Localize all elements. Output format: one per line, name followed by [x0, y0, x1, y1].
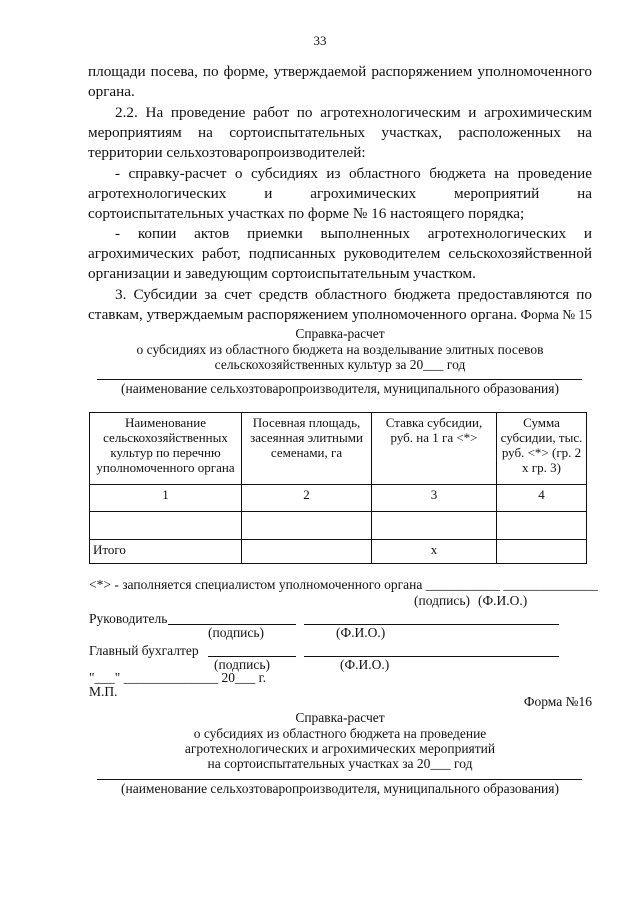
table-number-row [90, 485, 587, 512]
form15-footnote-fio-caption: (Ф.И.О.) [478, 593, 528, 608]
form15-footnote: <*> - заполняется специалистом уполномоченного органа ___________ ______________ [89, 577, 598, 592]
form16-org-line [97, 779, 582, 780]
table-cell: 4 [497, 485, 587, 512]
table-row [90, 512, 587, 540]
form15-label: Форма № 15 [520, 307, 592, 322]
page-number: 33 [313, 33, 327, 48]
table-cell: 1 [90, 485, 242, 512]
form16-subtitle-1: о субсидиях из областного бюджета на проведение [193, 726, 487, 741]
paragraph-acts-copies: - копии актов приемки выполненных агротехнологических и агрохимических работ, подписанных руководителем сельскохозяйственной организации и заведующим сортоиспытательным участком. [88, 225, 592, 283]
paragraph-continuation: площади посева, по форме, утверждаемой распоряжением уполномоченного органа. [88, 63, 592, 101]
head-label: Руководитель [89, 611, 168, 626]
table-cell: х [372, 540, 497, 564]
form16-subtitle-2: агротехнологических и агрохимических мероприятий [184, 741, 496, 756]
table-header-cell: Сумма субсидии, тыс. руб. <*> (гр. 2 х гр. 3) [497, 413, 587, 485]
table-cell [497, 540, 587, 564]
form16-org-caption: (наименование сельхозтоваропроизводителя, муниципального образования) [120, 781, 559, 796]
form15-footnote-sign-caption: (подпись) [414, 593, 471, 608]
form16-subtitle-3: на сортоиспытательных участках за 20___ год [207, 756, 473, 771]
accountant-sign-caption: (подпись) [214, 657, 271, 672]
form15-org-caption: (наименование сельхозтоваропроизводителя, муниципального образования) [120, 381, 559, 396]
table-cell: 2 [242, 485, 372, 512]
table-cell: 3 [372, 485, 497, 512]
table-total-row [90, 540, 587, 564]
form15-subtitle-2: сельскохозяйственных культур за 20___ год [214, 357, 466, 372]
form15-org-line [97, 379, 582, 380]
table-cell: Итого [90, 540, 242, 564]
accountant-fio-caption: (Ф.И.О.) [340, 657, 390, 672]
form15-table [89, 412, 587, 564]
date-line: "___" ______________ 20___ г. [89, 670, 267, 685]
table-header-cell: Наименование сельскохозяйственных культур по перечню уполномоченного органа [90, 413, 242, 485]
form16-label: Форма №16 [523, 694, 592, 709]
table-cell [90, 512, 242, 540]
paragraph-3: 3. Субсидии за счет средств областного бюджета предоставляются по ставкам, утверждаемым распоряжением уполномоченного органа. [88, 286, 592, 324]
paragraph-2-2: 2.2. На проведение работ по агротехнологическим и агрохимическим мероприятиям на сортоиспытательных участках, расположенных на территории сельхозтоваропроизводителей: [88, 104, 592, 162]
paragraph-reference-calculation: - справку-расчет о субсидиях из областного бюджета на проведение агротехнологических и агрохимических мероприятий на сортоиспытательных участках по форме № 16 настоящего порядка; [88, 165, 592, 223]
form15-title: Справка-расчет [295, 326, 385, 341]
table-cell [242, 540, 372, 564]
head-fio-caption: (Ф.И.О.) [336, 625, 386, 640]
table-cell [372, 512, 497, 540]
head-sign-caption: (подпись) [208, 625, 265, 640]
table-header-cell: Ставка субсидии, руб. на 1 га <*> [372, 413, 497, 485]
accountant-label: Главный бухгалтер [89, 643, 199, 658]
form16-title: Справка-расчет [295, 710, 385, 725]
form15-subtitle-1: о субсидиях из областного бюджета на возделывание элитных посевов [136, 342, 544, 357]
stamp-label: М.П. [89, 684, 118, 699]
table-header-row [90, 413, 587, 485]
table-cell [242, 512, 372, 540]
table-header-cell: Посевная площадь, засеянная элитными семенами, га [242, 413, 372, 485]
table-cell [497, 512, 587, 540]
